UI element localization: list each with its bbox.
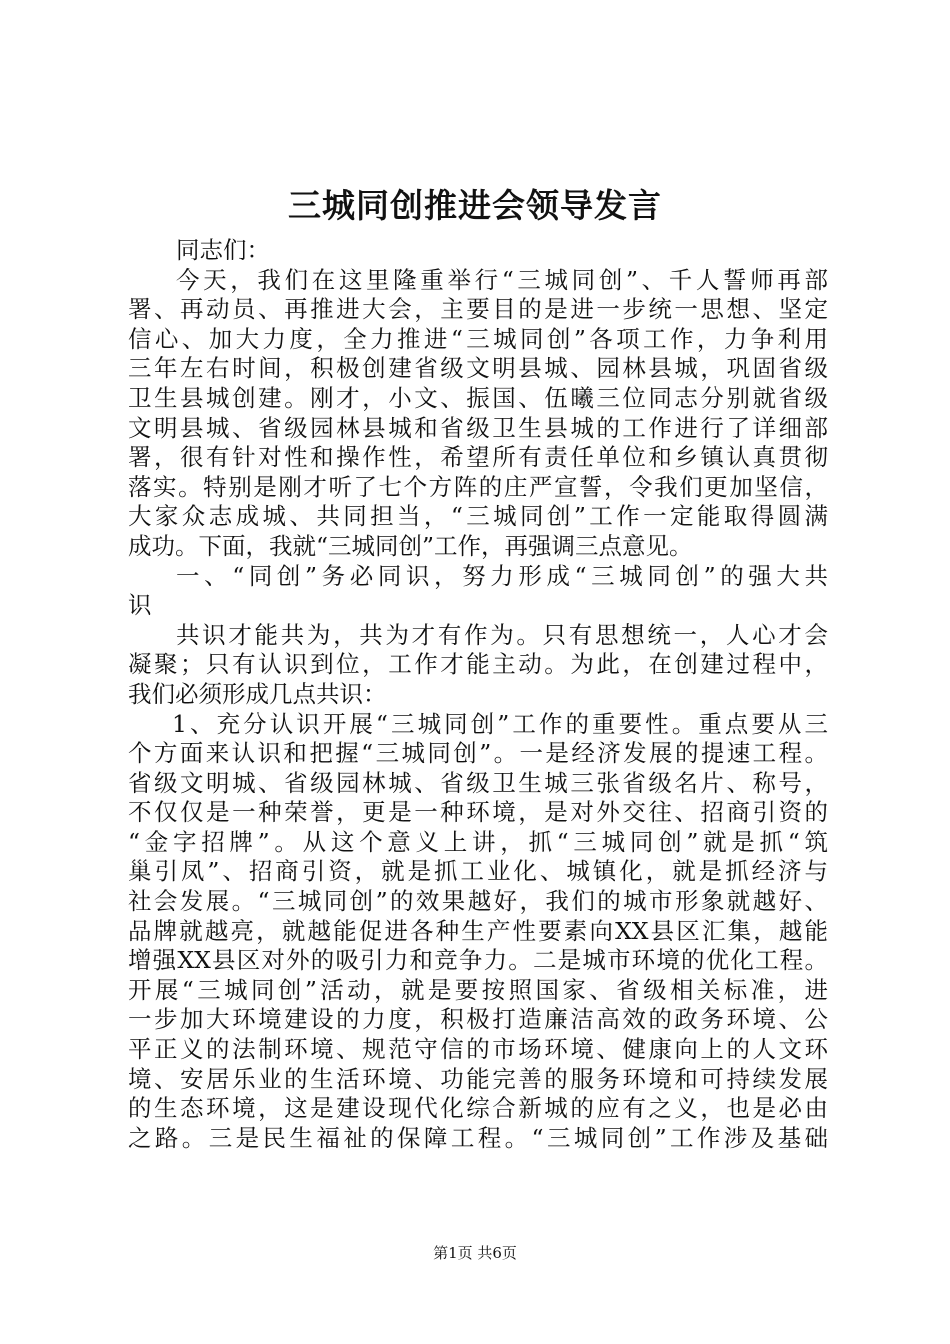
paragraph-line: 巢引凤”、招商引资，就是抓工业化、城镇化，就是抓经济与 [128,857,828,886]
paragraph-line: 共识才能共为，共为才有作为。只有思想统一，人心才会 [176,620,828,649]
paragraph-line: 今天，我们在这里隆重举行“三城同创”、千人誓师再部 [176,265,828,294]
paragraph-line: 文明县城、省级园林县城和省级卫生县城的工作进行了详细部 [128,413,828,442]
paragraph-line: 之路。三是民生福祉的保障工程。“三城同创”工作涉及基础 [128,1123,828,1152]
paragraph-line: 个方面来认识和把握“三城同创”。一是经济发展的提速工程。 [128,739,828,768]
paragraph-line: 开展“三城同创”活动，就是要按照国家、省级相关标准，进 [128,975,828,1004]
paragraph-line: 凝聚；只有认识到位，工作才能主动。为此，在创建过程中， [128,650,828,679]
section-heading-line: 一、“同创”务必同识，努力形成“三城同创”的强大共 [176,561,828,590]
paragraph-line: 的生态环境，这是建设现代化综合新城的应有之义，也是必由 [128,1094,828,1123]
paragraph-line: 境、安居乐业的生活环境、功能完善的服务环境和可持续发展 [128,1064,828,1093]
paragraph-line: 增强XX县区对外的吸引力和竞争力。二是城市环境的优化工程。 [128,946,828,975]
paragraph-line: 落实。特别是刚才听了七个方阵的庄严宣誓，令我们更加坚信， [128,472,828,501]
paragraph-line: 1、充分认识开展“三城同创”工作的重要性。重点要从三 [172,709,828,738]
paragraph-line: 大家众志成城、共同担当，“三城同创”工作一定能取得圆满 [128,502,828,531]
paragraph-line: 社会发展。“三城同创”的效果越好，我们的城市形象就越好、 [128,887,828,916]
paragraph-line: 信心、加大力度，全力推进“三城同创”各项工作，力争利用 [128,324,828,353]
paragraph-line: 平正义的法制环境、规范守信的市场环境、健康向上的人文环 [128,1035,828,1064]
page-footer: 第1页 共6页 [433,1244,517,1262]
paragraph-line: 我们必须形成几点共识： [128,679,387,708]
document-title: 三城同创推进会领导发言 [288,186,662,225]
paragraph-line: 省级文明城、省级园林城、省级卫生城三张省级名片、称号， [128,768,828,797]
paragraph-line: 三年左右时间，积极创建省级文明县城、园林县城，巩固省级 [128,354,828,383]
salutation-line: 同志们： [176,236,270,264]
section-heading-line: 识 [128,591,152,620]
paragraph-line: 品牌就越亮，就越能促进各种生产性要素向XX县区汇集，越能 [128,916,828,945]
paragraph-line: 成功。下面，我就“三城同创”工作，再强调三点意见。 [128,531,693,560]
paragraph-line: 卫生县城创建。刚才，小文、振国、伍曦三位同志分别就省级 [128,383,828,412]
paragraph-line: 署，很有针对性和操作性，希望所有责任单位和乡镇认真贯彻 [128,443,828,472]
document-body [128,236,828,1153]
paragraph-line: “金字招牌”。从这个意义上讲，抓“三城同创”就是抓“筑 [128,827,828,856]
paragraph-line: 不仅仅是一种荣誉，更是一种环境，是对外交往、招商引资的 [128,798,828,827]
paragraph-line: 一步加大环境建设的力度，积极打造廉洁高效的政务环境、公 [128,1005,828,1034]
paragraph-line: 署、再动员、再推进大会，主要目的是进一步统一思想、坚定 [128,295,828,324]
